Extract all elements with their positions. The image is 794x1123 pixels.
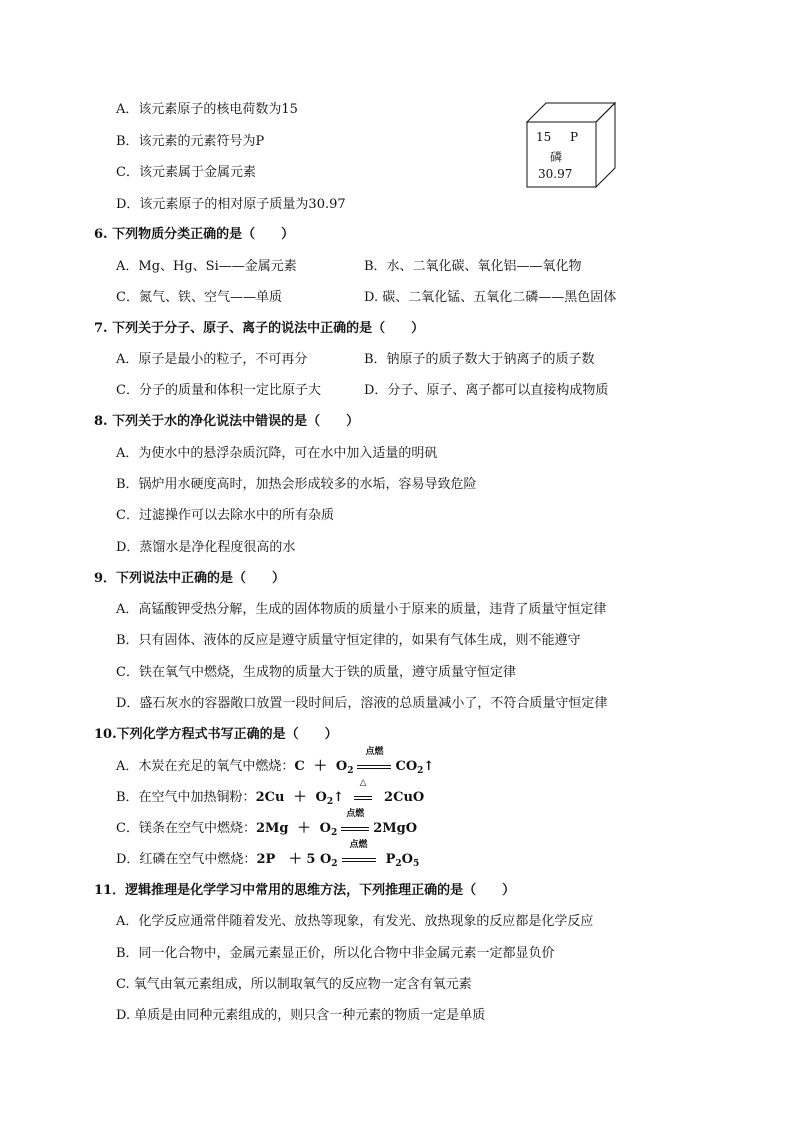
q6-option-a: A．Mg、Hg、Si——金属元素 [116, 259, 297, 274]
q9-option-a: A．高锰酸钾受热分解，生成的固体物质的质量小于原来的质量，违背了质量守恒定律 [116, 602, 607, 617]
ignite-condition: 点燃 [341, 820, 369, 838]
q10-d-eq: 2P ＋ 5 $O_2$ 点燃 $P_2O_5$ [256, 840, 420, 869]
element-name: 磷 [550, 150, 563, 164]
ignite-condition: 点燃 [342, 851, 376, 869]
q7-option-c: C．分子的质量和体积一定比原子大 [116, 383, 321, 398]
q10-option-b [116, 778, 425, 811]
q10-option-d [116, 840, 420, 873]
q7-option-d: D．分子、原子、离子都可以直接构成物质 [364, 383, 609, 398]
q10-d-label: D．红磷在空气中燃烧： [116, 852, 257, 867]
q5-option-d: D．该元素原子的相对原子质量为30.97 [116, 197, 346, 212]
q11-option-b: B．同一化合物中，金属元素显正价，所以化合物中非金属元素一定都显负价 [116, 946, 555, 961]
q11-stem: 11．逻辑推理是化学学习中常用的思维方法，下列推理正确的是（ ） [94, 883, 516, 898]
q6-stem: 6. 下列物质分类正确的是（ ） [94, 227, 295, 242]
q10-a-label: A．木炭在充足的氧气中燃烧： [116, 759, 295, 774]
q10-c-eq: $2Mg + O_2$ 点燃 2MgO [255, 809, 418, 838]
q10-b-label: B．在空气中加热铜粉： [116, 790, 256, 805]
q9-option-b: B．只有固体、液体的反应是遵守质量守恒定律的，如果有气体生成，则不能遵守 [116, 633, 581, 648]
element-card [526, 102, 616, 188]
q9-option-c: C．铁在氧气中燃烧，生成物的质量大于铁的质量，遵守质量守恒定律 [116, 665, 516, 680]
element-symbol: P [570, 130, 579, 144]
q7-option-a: A．原子是最小的粒子，不可再分 [116, 352, 308, 367]
q10-c-label: C．镁条在空气中燃烧： [116, 821, 256, 836]
element-mass: 30.97 [538, 167, 573, 181]
ignite-condition: 点燃 [357, 758, 391, 776]
q10-option-a [116, 747, 435, 780]
q9-option-d: D．盛石灰水的容器敞口放置一段时间后，溶液的总质量减小了，不符合质量守恒定律 [116, 696, 608, 711]
q8-option-c: C．过滤操作可以去除水中的所有杂质 [116, 508, 334, 523]
q7-option-b: B．钠原子的质子数大于钠离子的质子数 [364, 352, 595, 367]
q8-option-b: B．锅炉用水硬度高时，加热会形成较多的水垢，容易导致危险 [116, 477, 477, 492]
q5-option-c: C．该元素属于金属元素 [116, 165, 256, 180]
gas-arrow-icon: ↑ [333, 790, 345, 805]
q10-stem: 10.下列化学方程式书写正确的是（ ） [94, 727, 338, 742]
q11-option-a: A．化学反应通常伴随着发光、放热等现象，有发光、放热现象的反应都是化学反应 [116, 914, 594, 929]
q6-option-b: B．水、二氧化碳、氧化铝——氧化物 [364, 259, 582, 274]
q9-stem: 9．下列说法中正确的是（ ） [94, 571, 286, 586]
q7-stem: 7. 下列关于分子、原子、离子的说法中正确的是（ ） [94, 321, 425, 336]
q5-option-a: A．该元素原子的核电荷数为15 [116, 102, 298, 117]
q10-b-eq: $2Cu + O_2↑$ △ 2CuO [255, 778, 425, 807]
q5-option-b: B．该元素的元素符号为P [116, 134, 265, 149]
q8-stem: 8. 下列关于水的净化说法中错误的是（ ） [94, 414, 360, 429]
element-number: 15 [536, 130, 552, 144]
q6-option-c: C．氮气、铁、空气——单质 [116, 290, 282, 305]
q8-option-a: A．为使水中的悬浮杂质沉降，可在水中加入适量的明矾 [116, 446, 438, 461]
q11-option-c: C. 氧气由氧元素组成，所以制取氧气的反应物一定含有氧元素 [116, 977, 472, 992]
q8-option-d: D．蒸馏水是净化程度很高的水 [116, 540, 296, 555]
q11-option-d: D. 单质是由同种元素组成的，则只含一种元素的物质一定是单质 [116, 1008, 486, 1023]
q10-a-eq: $C + O_2$ 点燃 $CO_2↑$ [294, 747, 435, 776]
gas-arrow-icon: ↑ [423, 759, 435, 774]
heat-condition: △ [354, 789, 372, 807]
q6-option-d: D. 碳、二氧化锰、五氧化二磷——黑色固体 [364, 290, 617, 305]
q10-option-c [116, 809, 418, 842]
